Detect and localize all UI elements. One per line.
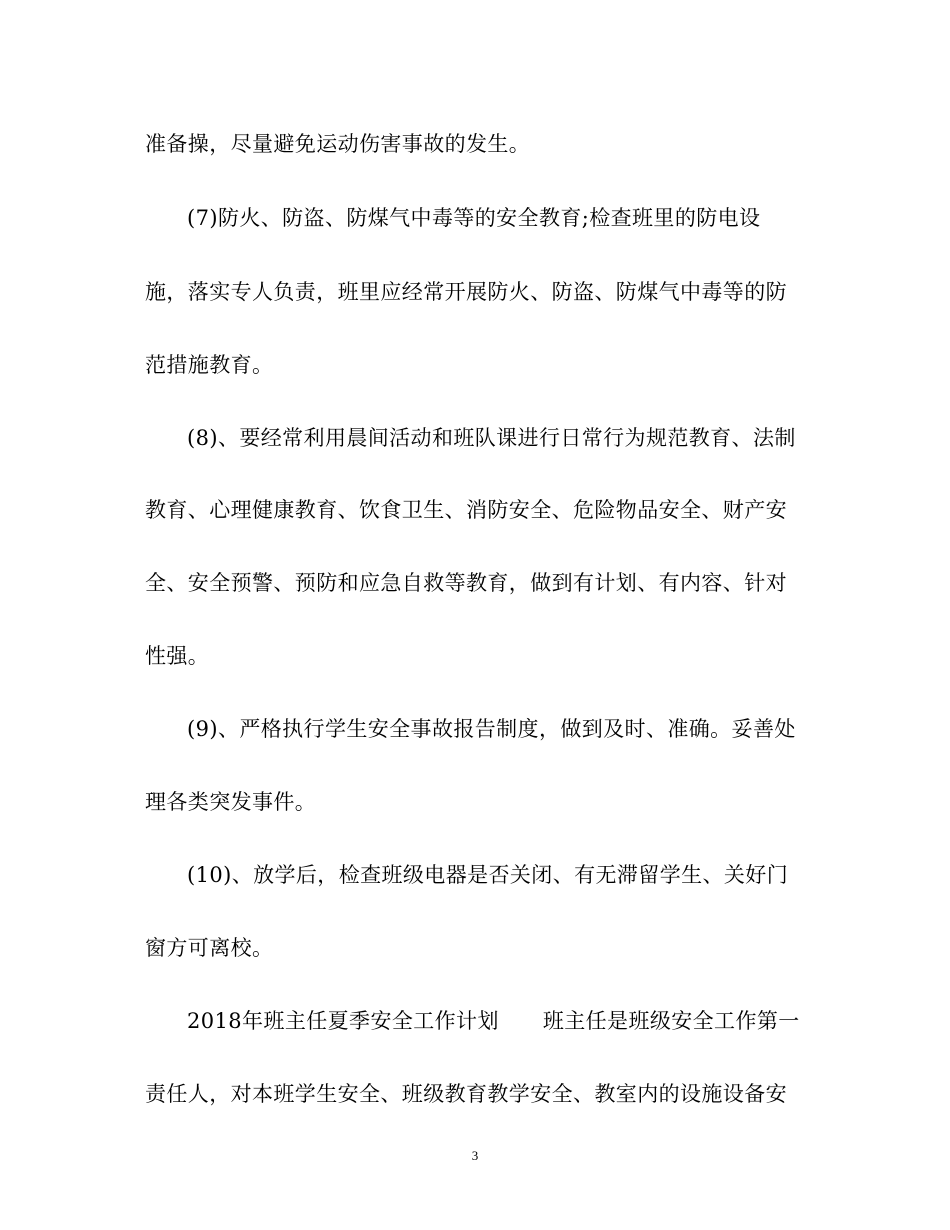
paragraph-line: (7)防火、防盗、防煤气中毒等的安全教育;检查班里的防电设 bbox=[187, 206, 761, 230]
paragraph-line: 教育、心理健康教育、饮食卫生、消防安全、危险物品安全、财产安 bbox=[145, 498, 787, 522]
paragraph-line: 理各类突发事件。 bbox=[145, 790, 317, 814]
paragraph-text: 班主任是班级安全工作第一 bbox=[542, 1009, 800, 1033]
paragraph-line: 范措施教育。 bbox=[145, 353, 274, 377]
paragraph-line: 准备操，尽量避免运动伤害事故的发生。 bbox=[145, 132, 531, 156]
paragraph-line bbox=[187, 1008, 800, 1034]
paragraph-line: (10)、放学后，检查班级电器是否关闭、有无滞留学生、关好门 bbox=[187, 863, 789, 887]
section-title: 2018年班主任夏季安全工作计划 bbox=[187, 1009, 499, 1033]
paragraph-line: 性强。 bbox=[145, 644, 210, 668]
page-number: 3 bbox=[471, 1148, 479, 1163]
paragraph-line: (9)、严格执行学生安全事故报告制度，做到及时、准确。妥善处 bbox=[187, 717, 796, 741]
paragraph-line: 施，落实专人负责，班里应经常开展防火、防盗、防煤气中毒等的防 bbox=[145, 280, 787, 304]
paragraph-line: 全、安全预警、预防和应急自救等教育，做到有计划、有内容、针对 bbox=[145, 571, 787, 595]
paragraph-line: 责任人，对本班学生安全、班级教育教学安全、教室内的设施设备安 bbox=[145, 1082, 787, 1106]
paragraph-line: 窗方可离校。 bbox=[145, 936, 274, 960]
paragraph-line: (8)、要经常利用晨间活动和班队课进行日常行为规范教育、法制 bbox=[187, 426, 796, 450]
